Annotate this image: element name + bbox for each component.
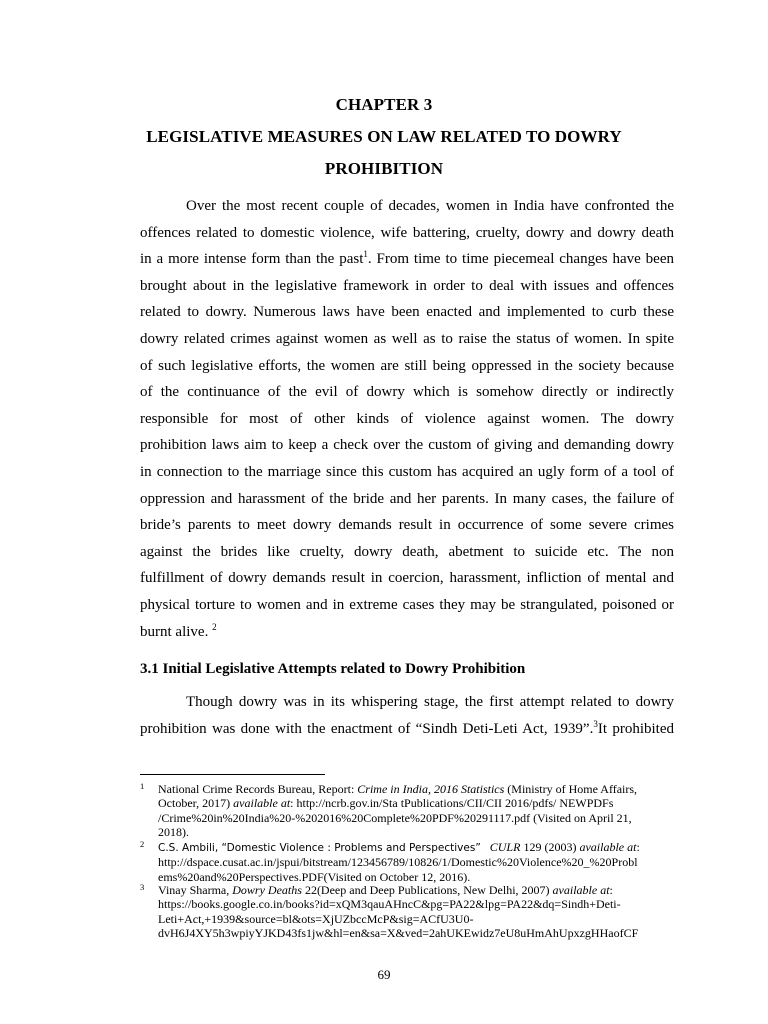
paragraph-line: Over the most recent couple of decades, women in India have confronted the xyxy=(186,198,674,214)
footnote-text: 129 (2003) xyxy=(520,840,580,854)
footnote-text: : xyxy=(609,883,613,897)
footnote-text: 22(Deep and Deep Publications, New Delhi, 2007) xyxy=(301,883,553,897)
footnote-text: (Ministry of Home Affairs, xyxy=(504,782,638,796)
footnote-number: 3 xyxy=(140,882,145,892)
footnote-3 xyxy=(140,883,674,940)
footnote-line xyxy=(158,782,674,796)
paragraph-line xyxy=(140,246,674,273)
page-number: 69 xyxy=(377,967,391,982)
footnote-line xyxy=(158,840,674,855)
footnote-ref-1[interactable]: 1 xyxy=(363,249,368,260)
footnote-2 xyxy=(140,840,674,884)
paragraph-line: against the brides like cruelty, dowry death, abetment to suicide etc. The non xyxy=(140,543,674,560)
paragraph-line: oppression and harassment of the bride and her parents. In many cases, the failure of xyxy=(140,490,674,507)
footnote-line: 2018). xyxy=(158,824,189,839)
footnote-italic: CULR xyxy=(489,840,521,854)
footnote-text: Vinay Sharma, xyxy=(158,883,233,897)
paragraph-line xyxy=(140,619,674,646)
chapter-title-line2: PROHIBITION xyxy=(324,159,444,178)
paragraph-line: of such legislative efforts, the women are still being oppressed in the society because xyxy=(140,357,674,374)
footnote-ref-3[interactable]: 3 xyxy=(593,718,598,729)
paragraph-1 xyxy=(140,193,674,645)
footnote-italic: available at xyxy=(233,796,291,811)
footnote-1 xyxy=(140,782,674,839)
footnote-separator xyxy=(140,774,325,775)
footnote-number: 2 xyxy=(140,839,145,849)
chapter-title-line1: LEGISLATIVE MEASURES ON LAW RELATED TO DOWRY xyxy=(146,127,622,146)
footnote-number: 1 xyxy=(140,781,145,791)
footnote-body xyxy=(158,840,674,884)
paragraph-line: of the continuance of the evil of dowry which is somehow directly or indirectly xyxy=(140,384,674,401)
footnote-text: : xyxy=(636,840,640,854)
footnote-link[interactable]: https://books.google.co.in/books?id=xQM3qauAHncC&pg=PA22&lpg=PA22&dq=Sindh+Deti- xyxy=(158,897,621,912)
paragraph-line: related to dowry. Numerous laws have been enacted and implemented to curb these xyxy=(140,304,674,321)
footnote-ref-2[interactable]: 2 xyxy=(212,621,217,632)
paragraph-line-text: It prohibited xyxy=(597,720,674,737)
section-heading: 3.1 Initial Legislative Attempts related to Dowry Prohibition xyxy=(140,661,526,677)
footnote-italic: Dowry Deaths xyxy=(232,883,302,897)
footnote-line xyxy=(158,796,674,810)
footnote-italic: Crime in India, 2016 Statistics xyxy=(357,782,505,796)
footnote-link[interactable]: http://dspace.cusat.ac.in/jspui/bitstream/123456789/10826/1/Domestic%20Violence%20_%20Probl xyxy=(158,855,638,870)
footnote-text: C.S. Ambili, “Domestic Violence : Problems and Perspectives” xyxy=(158,842,481,854)
footnote-link[interactable]: dvH6J4XY5h3wpiyYJKD43fs1jw&hl=en&sa=X&ved=2ahUKEwidz7eU8uHmAhUpxzgHHaofCF xyxy=(158,925,639,940)
paragraph-line: fulfillment of dowry demands result in coercion, harassment, infliction of mental and xyxy=(140,570,674,587)
paragraph-line: dowry related crimes against women as well as to raise the status of women. In spite xyxy=(140,330,674,347)
footnote-body xyxy=(158,782,674,839)
paragraph-line: in connection to the marriage since this custom has acquired an ugly form of a tool of xyxy=(140,463,674,480)
paragraph-line: Though dowry was in its whispering stage, the first attempt related to dowry xyxy=(186,694,674,710)
paragraph-line xyxy=(140,716,674,743)
footnote-body xyxy=(158,883,674,940)
paragraph-line: bride’s parents to meet dowry demands result in occurrence of some severe crimes xyxy=(140,517,674,534)
paragraph-line-text: in a more intense form than the past xyxy=(140,251,364,268)
footnote-italic: available at xyxy=(552,883,610,897)
footnote-link[interactable]: ems%20and%20Perspectives.PDF(Visited on October 12, 2016). xyxy=(158,869,471,884)
footnote-line xyxy=(158,883,674,897)
footnote-link[interactable]: /Crime%20in%20India%20-%202016%20Complete%20PDF%20291117.pdf (Visited on April 21, xyxy=(158,810,632,825)
chapter-number: CHAPTER 3 xyxy=(335,95,433,114)
footnote-text: October, 2017) xyxy=(158,796,234,811)
footnote-text: National Crime Records Bureau, Report: xyxy=(158,782,358,796)
paragraph-line: offences related to domestic violence, wife battering, cruelty, dowry and dowry death xyxy=(140,224,674,241)
footnote-link[interactable]: Leti+Act,+1939&source=bl&ots=XjUZbccMcP&sig=ACfU3U0- xyxy=(158,911,474,926)
paragraph-line-text: . From time to time piecemeal changes have been xyxy=(367,251,675,268)
paragraph-line: physical torture to women and in extreme cases they may be strangulated, poisoned or xyxy=(140,596,674,613)
paragraph-line-text: prohibition was done with the enactment of “Sindh Deti-Leti Act, 1939”. xyxy=(140,720,594,737)
paragraph-line: prohibition laws aim to keep a check over the custom of giving and demanding dowry xyxy=(140,437,674,454)
paragraph-line: brought about in the legislative framework in order to deal with issues and offences xyxy=(140,277,674,294)
paragraph-line: responsible for most of other kinds of violence against women. The dowry xyxy=(140,410,674,427)
footnote-link[interactable]: : http://ncrb.gov.in/Sta tPublications/CII/CII 2016/pdfs/ NEWPDFs xyxy=(290,796,614,811)
footnote-italic: available at xyxy=(579,840,637,854)
paragraph-line-text: burnt alive. xyxy=(140,623,213,640)
section-paragraph xyxy=(140,689,674,742)
